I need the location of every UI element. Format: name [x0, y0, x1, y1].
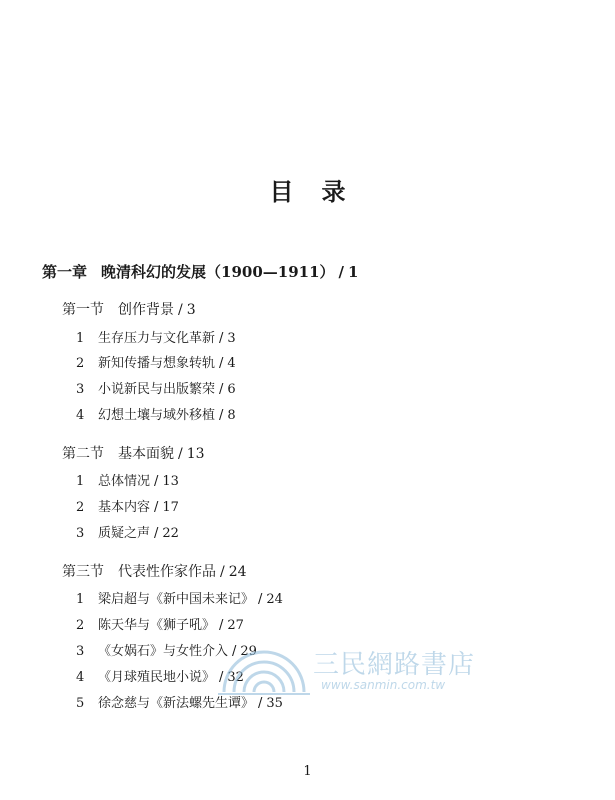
toc-item: 1 梁启超与《新中国未来记》 / 24	[76, 592, 283, 607]
item-title: 小说新民与出版繁荣	[98, 382, 216, 397]
toc-item: 5 徐念慈与《新法螺先生谭》 / 35	[76, 696, 283, 711]
section-heading: 第二节 基本面貌 / 13	[62, 446, 205, 462]
toc-item: 2 新知传播与想象转轨 / 4	[76, 356, 236, 371]
item-title: 陈天华与《狮子吼》	[98, 618, 216, 633]
toc-item: 4 《月球殖民地小说》 / 32	[76, 670, 244, 685]
toc-item: 1 生存压力与文化革新 / 3	[76, 331, 236, 346]
item-number: 4	[76, 670, 85, 685]
section-label: 第一节	[62, 302, 104, 318]
toc-item: 2 基本内容 / 17	[76, 500, 179, 515]
item-page: 4	[227, 356, 236, 371]
toc-item: 3 小说新民与出版繁荣 / 6	[76, 382, 236, 397]
item-page: 22	[162, 526, 179, 541]
toc-item: 3 《女娲石》与女性介入 / 29	[76, 644, 257, 659]
item-page: 35	[266, 696, 283, 711]
item-number: 2	[76, 618, 85, 633]
section-page: 3	[186, 302, 196, 318]
item-page: 24	[266, 592, 283, 607]
item-page: 8	[227, 408, 236, 423]
item-title: 生存压力与文化革新	[98, 331, 216, 346]
watermark-name: 三民網路書店	[313, 650, 476, 680]
item-title: 梁启超与《新中国未来记》	[98, 592, 255, 607]
item-page: 17	[162, 500, 179, 515]
chapter-page: 1	[348, 263, 359, 281]
toc-item: 1 总体情况 / 13	[76, 474, 179, 489]
section-label: 第三节	[62, 564, 104, 580]
section-title: 代表性作家作品	[118, 564, 216, 580]
item-page: 32	[227, 670, 244, 685]
item-number: 5	[76, 696, 85, 711]
item-title: 新知传播与想象转轨	[98, 356, 216, 371]
watermark-logo-icon	[218, 640, 310, 698]
item-page: 3	[227, 331, 236, 346]
chapter-title: 晚清科幻的发展（1900—1911）	[101, 263, 335, 281]
chapter-heading: 第一章 晚清科幻的发展（1900—1911） / 1	[42, 263, 359, 281]
section-title: 创作背景	[118, 302, 174, 318]
item-title: 基本内容	[98, 500, 151, 515]
section-heading: 第一节 创作背景 / 3	[62, 302, 196, 318]
item-number: 1	[76, 592, 85, 607]
toc-item: 3 质疑之声 / 22	[76, 526, 179, 541]
watermark	[218, 640, 488, 700]
watermark-url: www.sanmin.com.tw	[321, 678, 446, 692]
section-label: 第二节	[62, 446, 104, 462]
item-title: 总体情况	[98, 474, 151, 489]
item-page: 13	[162, 474, 179, 489]
section-page: 13	[186, 446, 205, 462]
item-number: 2	[76, 500, 85, 515]
item-title: 幻想土壤与域外移植	[98, 408, 216, 423]
item-number: 3	[76, 644, 85, 659]
item-number: 1	[76, 474, 85, 489]
item-number: 3	[76, 526, 85, 541]
item-title: 《女娲石》与女性介入	[98, 644, 229, 659]
item-number: 4	[76, 408, 85, 423]
page-title: 目录	[269, 177, 374, 206]
section-heading: 第三节 代表性作家作品 / 24	[62, 564, 247, 580]
item-number: 1	[76, 331, 85, 346]
item-number: 2	[76, 356, 85, 371]
item-title: 《月球殖民地小说》	[98, 670, 216, 685]
toc-item: 4 幻想土壤与域外移植 / 8	[76, 408, 236, 423]
page-number: 1	[303, 764, 312, 779]
item-page: 27	[227, 618, 244, 633]
section-title: 基本面貌	[118, 446, 174, 462]
item-title: 质疑之声	[98, 526, 151, 541]
item-number: 3	[76, 382, 85, 397]
item-page: 29	[240, 644, 257, 659]
item-title: 徐念慈与《新法螺先生谭》	[98, 696, 255, 711]
toc-item: 2 陈天华与《狮子吼》 / 27	[76, 618, 244, 633]
item-page: 6	[227, 382, 236, 397]
chapter-label: 第一章	[42, 263, 88, 281]
section-page: 24	[228, 564, 247, 580]
